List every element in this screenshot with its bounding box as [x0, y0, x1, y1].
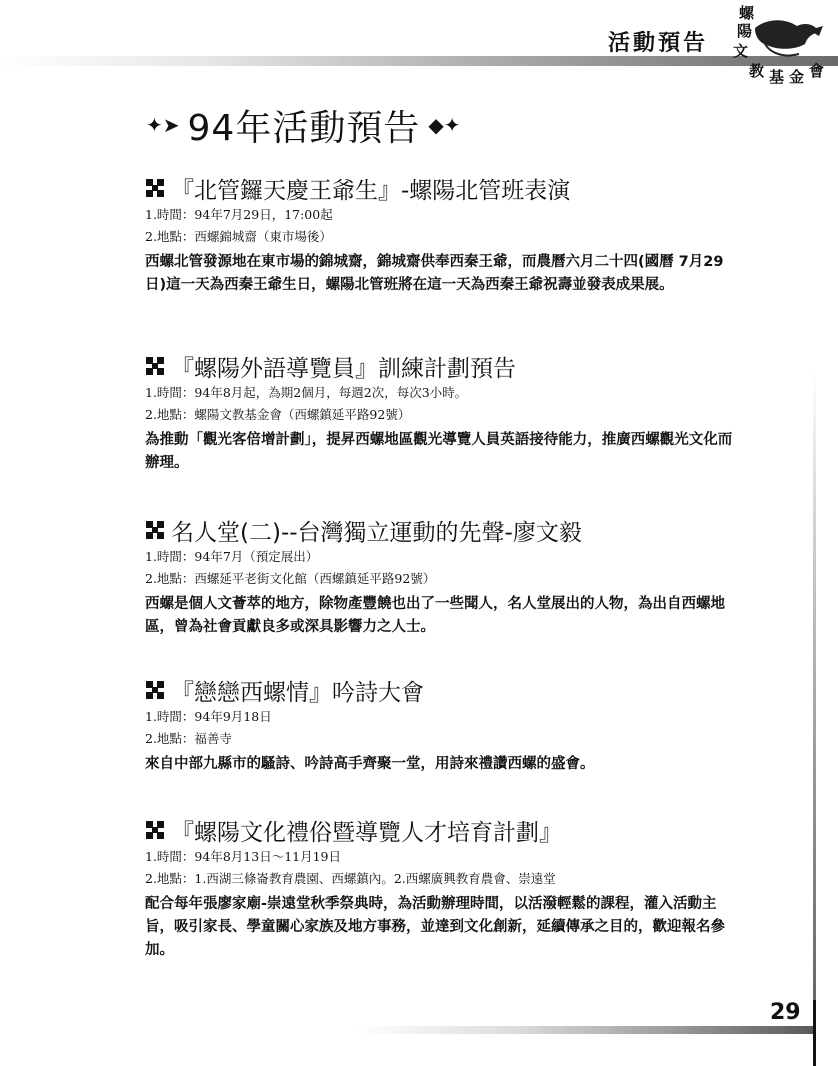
logo-char: 基 — [769, 68, 785, 86]
event-time: 1.時間：94年7月29日，17:00起 — [145, 207, 333, 222]
cross-bullet-icon — [145, 178, 165, 198]
event-section — [145, 172, 785, 297]
event-heading — [145, 350, 785, 382]
title-ornament-left: ✦➤ — [146, 113, 180, 137]
cross-bullet-icon — [145, 356, 165, 376]
event-place: 2.地點：1.西湖三條崙教育農園、西螺鎮內。2.西螺廣興教育農會、崇遠堂 — [145, 871, 556, 886]
right-rule — [813, 370, 816, 1000]
event-heading-text: 『戀戀西螺情』吟詩大會 — [171, 679, 424, 706]
event-heading — [145, 172, 785, 204]
event-section — [145, 814, 785, 962]
cross-bullet-icon — [145, 680, 165, 700]
event-description: 來自中部九縣市的騷詩、吟詩高手齊聚一堂，用詩來禮讚西螺的盛會。 — [145, 756, 595, 772]
event-time: 1.時間：94年8月13日～11月19日 — [145, 849, 342, 864]
event-section — [145, 350, 785, 475]
event-heading — [145, 814, 785, 846]
event-description: 配合每年張廖家廟-崇遠堂秋季祭典時，為活動辦理時間，以活潑輕鬆的課程，灌入活動主旨，吸引家長、學童關心家族及地方事務，並達到文化創新，延續傳承之目的，歡迎報名參加。 — [145, 896, 725, 958]
event-section — [145, 674, 785, 776]
event-heading — [145, 674, 785, 706]
logo-char: 金 — [789, 68, 805, 86]
logo-char: 教 — [749, 62, 765, 80]
footer-rule — [813, 1000, 816, 1066]
header-band — [0, 56, 838, 66]
header-label: 活動預告 — [608, 31, 709, 56]
event-place: 2.地點：西螺延平老街文化館（西螺鎮延平路92號） — [145, 571, 436, 586]
event-place: 2.地點：螺陽文教基金會（西螺鎮延平路92號） — [145, 407, 411, 422]
event-heading-text: 『北管鑼天慶王爺生』-螺陽北管班表演 — [171, 177, 571, 204]
event-heading-text: 名人堂(二)--台灣獨立運動的先聲-廖文毅 — [171, 519, 582, 546]
event-heading-text: 『螺陽外語導覽員』訓練計劃預告 — [171, 355, 516, 382]
title-ornament-right: ◆✦ — [428, 113, 461, 137]
event-section — [145, 514, 785, 639]
event-time: 1.時間：94年9月18日 — [145, 709, 272, 724]
logo-char: 文 — [733, 42, 749, 60]
cross-bullet-icon — [145, 520, 165, 540]
event-place: 2.地點：西螺錦城齋（東市場後） — [145, 229, 332, 244]
event-description: 西螺北管發源地在東市場的錦城齋，錦城齋供奉西秦王爺，而農曆六月二十四(國曆 7月29日)這一天為西秦王爺生日，螺陽北管班將在這一天為西秦王爺祝壽並發表成果展。 — [145, 254, 724, 293]
event-heading — [145, 514, 785, 546]
event-place: 2.地點：福善寺 — [145, 731, 232, 746]
logo-char: 螺 — [739, 4, 755, 22]
event-description: 為推動「觀光客倍增計劃」，提昇西螺地區觀光導覽人員英語接待能力，推廣西螺觀光文化而辦理。 — [145, 432, 733, 471]
event-description: 西螺是個人文薈萃的地方，除物產豐饒也出了一些聞人，名人堂展出的人物，為出自西螺地區，曾為社會貢獻良多或深具影響力之人士。 — [145, 596, 725, 635]
page-title — [146, 100, 460, 150]
logo-char: 會 — [809, 62, 825, 80]
logo-char: 陽 — [737, 22, 753, 40]
cross-bullet-icon — [145, 820, 165, 840]
page-number: 29 — [770, 1000, 801, 1025]
event-time: 1.時間：94年7月（預定展出） — [145, 549, 319, 564]
page-title-text: 94年活動預告 — [187, 107, 421, 149]
footer-band — [355, 1026, 813, 1034]
event-heading-text: 『螺陽文化禮俗暨導覽人才培育計劃』 — [171, 819, 562, 846]
event-time: 1.時間：94年8月起，為期2個月，每週2次，每次3小時。 — [145, 385, 468, 400]
foundation-logo — [715, 0, 833, 88]
